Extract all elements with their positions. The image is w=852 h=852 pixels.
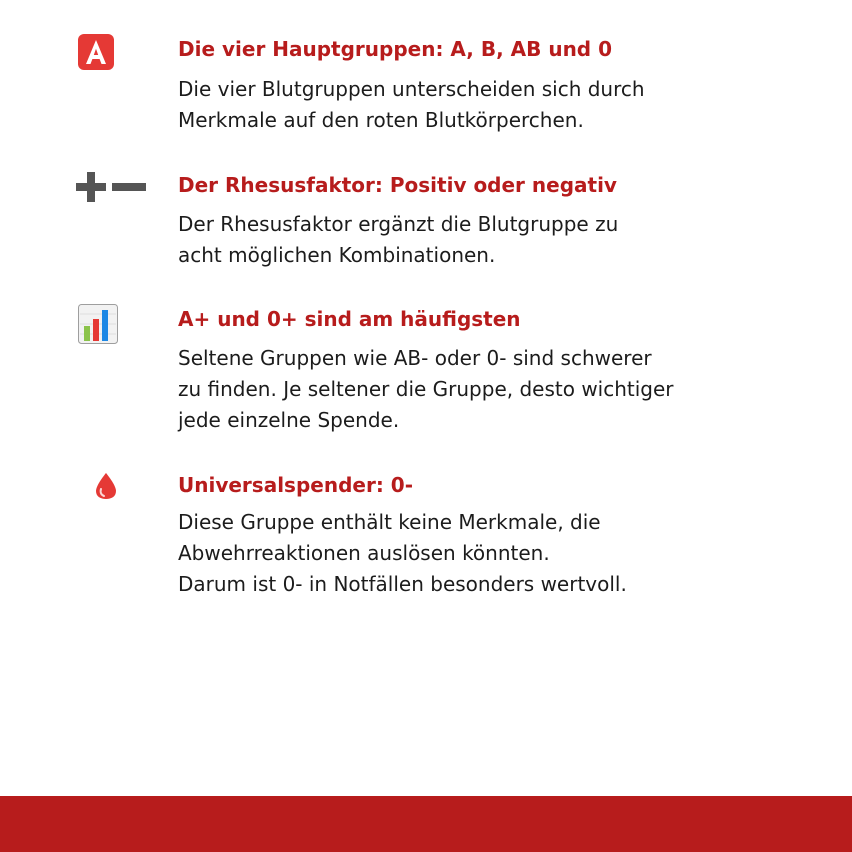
body-line: Merkmale auf den roten Blutkörperchen.: [178, 108, 584, 132]
body-line: Die vier Blutgruppen unterscheiden sich durch: [178, 77, 645, 101]
letter-a-icon: [78, 34, 114, 70]
body-line: Abwehrreaktionen auslösen könnten.: [178, 541, 550, 565]
section-body: [178, 343, 738, 436]
section-heading: Die vier Hauptgruppen: A, B, AB und 0: [178, 37, 613, 61]
body-line: acht möglichen Kombinationen.: [178, 243, 496, 267]
bar-chart-icon: [78, 304, 118, 344]
section-heading: Universalspender: 0-: [178, 473, 413, 497]
body-line: Seltene Gruppen wie AB- oder 0- sind schwerer: [178, 346, 652, 370]
body-line: jede einzelne Spende.: [178, 408, 400, 432]
body-line: Darum ist 0- in Notfällen besonders wertvoll.: [178, 572, 627, 596]
body-line: Diese Gruppe enthält keine Merkmale, die: [178, 510, 601, 534]
section-body: [178, 507, 738, 600]
plus-minus-icon: [76, 172, 146, 202]
footer-band: [0, 796, 852, 852]
body-line: Der Rhesusfaktor ergänzt die Blutgruppe zu: [178, 212, 619, 236]
body-line: zu finden. Je seltener die Gruppe, desto wichtiger: [178, 377, 674, 401]
blood-drop-icon: [94, 472, 118, 500]
section-body: [178, 74, 738, 136]
section-heading: A+ und 0+ sind am häufigsten: [178, 307, 521, 331]
section-body: [178, 209, 738, 271]
section-heading: Der Rhesusfaktor: Positiv oder negativ: [178, 173, 617, 197]
